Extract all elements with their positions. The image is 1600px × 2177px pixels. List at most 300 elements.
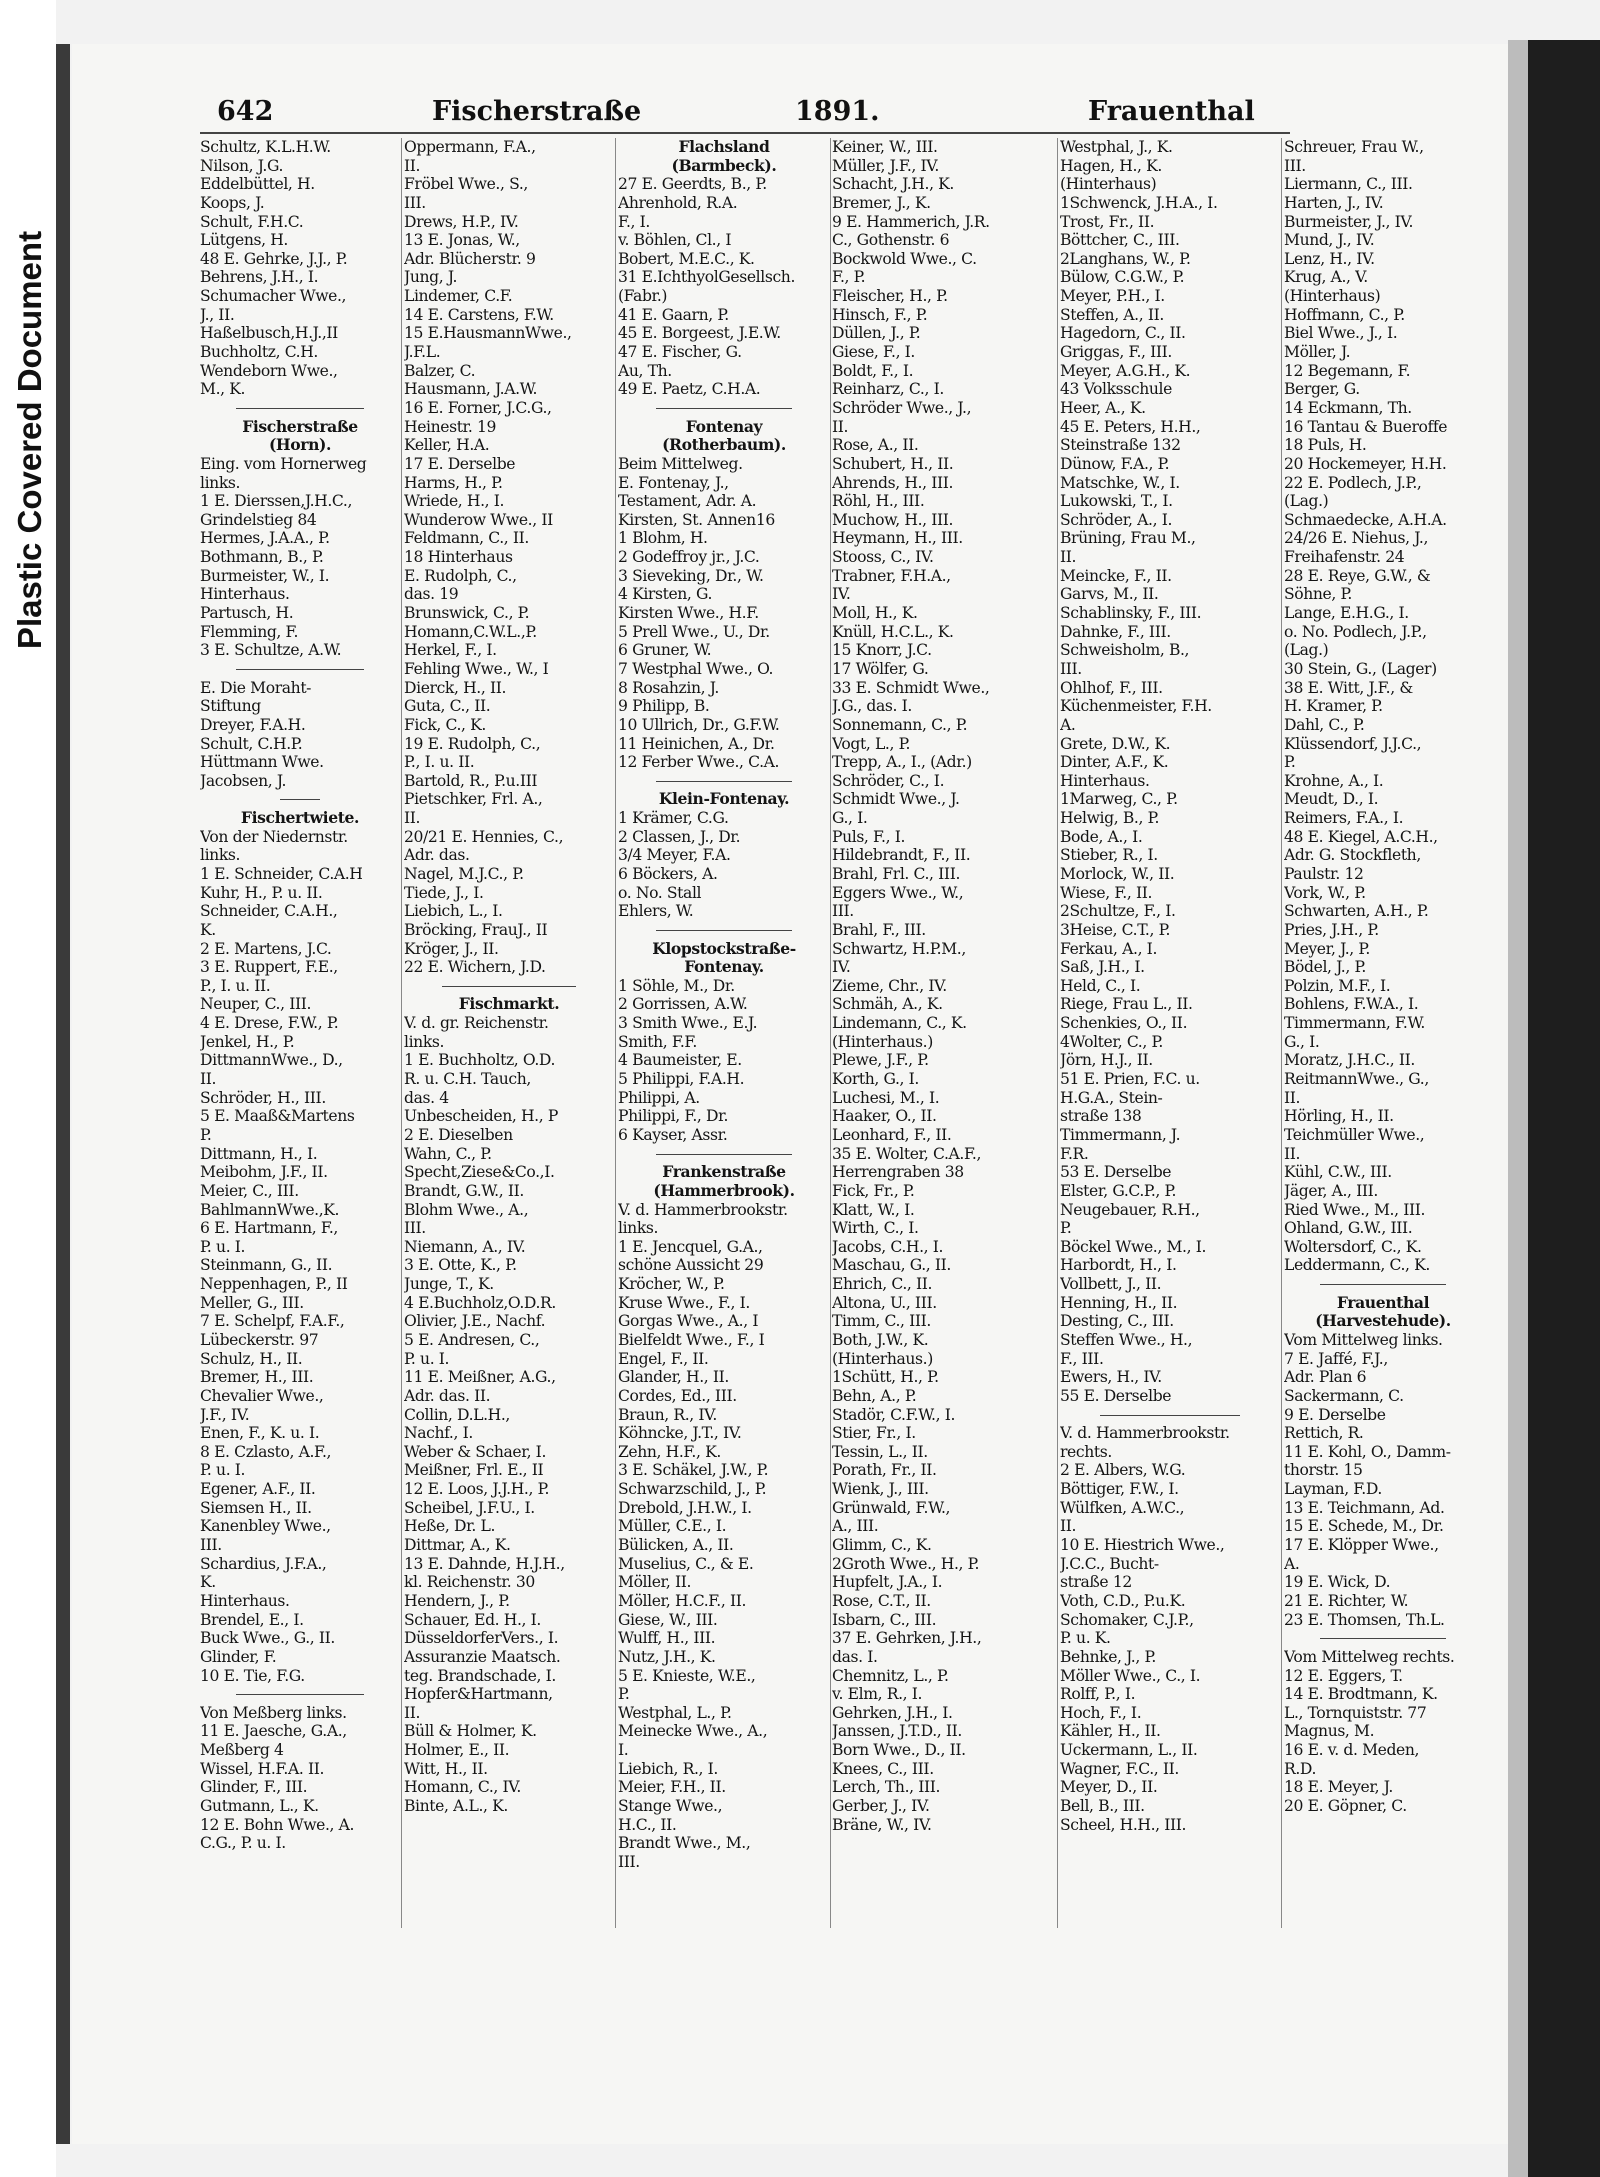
directory-entry: R. u. C.H. Tauch, xyxy=(404,1070,531,1089)
directory-entry: Behn, A., P. xyxy=(832,1386,917,1405)
directory-entry: 12 Ferber Wwe., C.A. xyxy=(618,753,780,772)
directory-entry: Liebich, L., I. xyxy=(404,902,503,921)
directory-entry: Scheibel, J.F.U., I. xyxy=(404,1498,535,1517)
directory-entry: Maschau, G., II. xyxy=(832,1256,951,1275)
directory-entry: 1Schütt, H., P. xyxy=(832,1368,939,1387)
directory-entry: 31 E.IchthyolGesellsch. xyxy=(618,268,795,287)
directory-entry: Stiftung xyxy=(200,697,261,716)
directory-entry: J.F., IV. xyxy=(200,1405,250,1424)
directory-entry: Assuranzie Maatsch. xyxy=(404,1647,561,1666)
directory-entry: Bobert, M.E.C., K. xyxy=(618,249,755,268)
directory-entry: Hopfer&Hartmann, xyxy=(404,1685,553,1704)
directory-entry: Collin, D.L.H., xyxy=(404,1405,510,1424)
scan-edge-left xyxy=(56,44,70,2144)
street-heading-right: Frauenthal xyxy=(1088,96,1255,127)
directory-entry: 3Heise, C.T., P. xyxy=(1060,920,1171,939)
directory-entry: 7 Westphal Wwe., O. xyxy=(618,659,774,678)
directory-entry: 22 E. Wichern, J.D. xyxy=(404,958,546,977)
directory-entry: Woltersdorf, C., K. xyxy=(1284,1237,1422,1256)
directory-entry: C., Gothenstr. 6 xyxy=(832,231,950,250)
directory-entry: J.C.C., Bucht- xyxy=(1060,1554,1159,1573)
directory-entry: Bothmann, B., P. xyxy=(200,548,324,567)
directory-entry: Böttcher, C., III. xyxy=(1060,231,1180,250)
directory-entry: Brandt Wwe., M., xyxy=(618,1834,751,1853)
directory-entry: 20 Hockemeyer, H.H. xyxy=(1284,454,1447,473)
directory-entry: 7 E. Schelpf, F.A.F., xyxy=(200,1312,345,1331)
directory-entry: Liermann, C., III. xyxy=(1284,175,1413,194)
directory-entry: 2 E. Albers, W.G. xyxy=(1060,1461,1186,1480)
directory-entry: Vollbett, J., II. xyxy=(1060,1275,1162,1294)
directory-entry: Stooss, C., IV. xyxy=(832,548,934,567)
directory-entry: Schwarzschild, J., P. xyxy=(618,1480,767,1499)
directory-entry: Eddelbüttel, H. xyxy=(200,175,315,194)
directory-entry: 3 Sieveking, Dr., W. xyxy=(618,566,764,585)
directory-entry: Cordes, Ed., III. xyxy=(618,1386,737,1405)
directory-entry: Hinsch, F., P. xyxy=(832,305,928,324)
directory-entry: 3 Smith Wwe., E.J. xyxy=(618,1014,758,1033)
section-separator xyxy=(200,660,400,679)
directory-entry: Timm, C., III. xyxy=(832,1312,931,1331)
directory-entry: Junge, T., K. xyxy=(404,1275,494,1294)
directory-entry: Schröder, H., III. xyxy=(200,1088,326,1107)
directory-entry: Wissel, H.F.A. II. xyxy=(200,1759,325,1778)
directory-entry: teg. Brandschade, I. xyxy=(404,1666,556,1685)
directory-entry: Ohlhof, F., III. xyxy=(1060,678,1163,697)
directory-entry: 3/4 Meyer, F.A. xyxy=(618,846,731,865)
directory-entry: Biel Wwe., J., I. xyxy=(1284,324,1398,343)
directory-entry: 1 E. Schneider, C.A.H xyxy=(200,864,363,883)
directory-entry: Neuper, C., III. xyxy=(200,995,312,1014)
directory-entry: 11 E. Kohl, O., Damm- xyxy=(1284,1442,1451,1461)
directory-entry: II. xyxy=(1060,548,1077,567)
directory-entry: Vogt, L., P. xyxy=(832,734,911,753)
header-rule xyxy=(200,132,1290,134)
directory-entry: Schwarten, A.H., P. xyxy=(1284,902,1429,921)
directory-entry: Unbescheiden, H., P xyxy=(404,1107,558,1126)
directory-entry: 27 E. Geerdts, B., P. xyxy=(618,175,767,194)
directory-entry: Dinter, A.F., K. xyxy=(1060,753,1169,772)
directory-entry: 14 E. Carstens, F.W. xyxy=(404,305,554,324)
directory-entry: 15 E. Schede, M., Dr. xyxy=(1284,1517,1444,1536)
street-section-heading: Fontenay. xyxy=(684,958,764,977)
directory-entry: Bremer, H., III. xyxy=(200,1368,314,1387)
directory-entry: Von Meßberg links. xyxy=(200,1703,347,1722)
section-separator xyxy=(1284,1275,1482,1294)
directory-entry: III. xyxy=(1284,156,1306,175)
directory-entry: Pietschker, Frl. A., xyxy=(404,790,543,809)
directory-entry: das. I. xyxy=(832,1647,878,1666)
section-separator xyxy=(618,399,830,418)
directory-entry: K. xyxy=(200,1573,216,1592)
section-separator xyxy=(618,1145,830,1164)
directory-entry: Röhl, H., III. xyxy=(832,492,925,511)
directory-entry: 55 E. Derselbe xyxy=(1060,1386,1172,1405)
directory-entry: Bröcking, FrauJ., II xyxy=(404,920,548,939)
directory-entry: Meyer, J., P. xyxy=(1284,939,1370,958)
directory-entry: Trepp, A., I., (Adr.) xyxy=(832,753,972,772)
directory-entry: Schneider, C.A.H., xyxy=(200,902,338,921)
directory-entry: Olivier, J.E., Nachf. xyxy=(404,1312,546,1331)
directory-entry: Nutz, J.H., K. xyxy=(618,1647,716,1666)
directory-entry: Brahl, Frl. C., III. xyxy=(832,864,961,883)
directory-entry: 49 E. Paetz, C.H.A. xyxy=(618,380,761,399)
directory-entry: 24/26 E. Niehus, J., xyxy=(1284,529,1429,548)
directory-entry: 19 E. Wick, D. xyxy=(1284,1573,1391,1592)
directory-entry: IV. xyxy=(832,585,851,604)
directory-entry: Morlock, W., II. xyxy=(1060,864,1175,883)
directory-entry: 37 E. Gehrken, J.H., xyxy=(832,1629,982,1648)
directory-entry: 3 E. Schäkel, J.W., P. xyxy=(618,1461,769,1480)
directory-entry: Teichmüller Wwe., xyxy=(1284,1125,1425,1144)
directory-entry: Steffen Wwe., H., xyxy=(1060,1331,1193,1349)
directory-entry: BahlmannWwe.,K. xyxy=(200,1200,340,1219)
directory-entry: Burmeister, J., IV. xyxy=(1284,212,1414,231)
directory-entry: 7 E. Jaffé, F.J., xyxy=(1284,1349,1388,1368)
directory-entry: Sonnemann, C., P. xyxy=(832,715,968,734)
directory-entry: Fehling Wwe., W., I xyxy=(404,659,549,678)
directory-entry: Steinmann, G., II. xyxy=(200,1256,333,1275)
directory-entry: Hildebrandt, F., II. xyxy=(832,846,971,865)
directory-entry: Meier, F.H., II. xyxy=(618,1778,726,1797)
directory-entry: (Hinterhaus.) xyxy=(832,1032,933,1051)
directory-entry: Schmaedecke, A.H.A. xyxy=(1284,510,1447,529)
directory-entry: Homann, C., IV. xyxy=(404,1778,521,1797)
directory-entry: 47 E. Fischer, G. xyxy=(618,343,742,362)
directory-entry: Schreuer, Frau W., xyxy=(1284,138,1424,156)
directory-entry: Matschke, W., I. xyxy=(1060,473,1180,492)
directory-entry: P. xyxy=(1060,1219,1072,1238)
directory-entry: Elster, G.C.P., P. xyxy=(1060,1181,1177,1200)
directory-entry: Haaker, O., II. xyxy=(832,1107,937,1126)
directory-entry: (Lag.) xyxy=(1284,492,1329,511)
directory-entry: Möller, H.C.F., II. xyxy=(618,1591,747,1610)
directory-entry: 16 Tantau & Bueroffe xyxy=(1284,417,1448,436)
directory-entry: Saß, J.H., I. xyxy=(1060,958,1145,977)
directory-entry: E. Rudolph, C., xyxy=(404,566,517,585)
directory-entry: II. xyxy=(200,1070,217,1089)
directory-entry: 15 E.HausmannWwe., xyxy=(404,324,572,343)
directory-entry: Bräne, W., IV. xyxy=(832,1815,932,1834)
directory-entry: Nagel, M.J.C., P. xyxy=(404,864,524,883)
directory-entry: IV. xyxy=(832,958,851,977)
directory-entry: Brüning, Frau M., xyxy=(1060,529,1196,548)
directory-entry: Schablinsky, F., III. xyxy=(1060,604,1202,623)
directory-entry: 5 Prell Wwe., U., Dr. xyxy=(618,622,770,641)
directory-entry: Giese, F., I. xyxy=(832,343,915,362)
directory-entry: Giese, W., III. xyxy=(618,1610,718,1629)
directory-entry: 13 E. Teichmann, Ad. xyxy=(1284,1498,1445,1517)
directory-entry: Schröder, C., I. xyxy=(832,771,945,790)
directory-entry: II. xyxy=(404,1703,421,1722)
directory-entry: Jung, J. xyxy=(404,268,458,287)
directory-entry: Henning, H., II. xyxy=(1060,1293,1178,1312)
directory-entry: 4 E. Drese, F.W., P. xyxy=(200,1014,339,1033)
directory-entry: Garvs, M., II. xyxy=(1060,585,1159,604)
directory-entry: Jäger, A., III. xyxy=(1284,1181,1378,1200)
directory-entry: Wienk, J., III. xyxy=(832,1480,929,1499)
directory-entry: 3 E. Ruppert, F.E., xyxy=(200,958,338,977)
directory-entry: Wunderow Wwe., II xyxy=(404,510,553,529)
directory-entry: Niemann, A., IV. xyxy=(404,1237,526,1256)
directory-entry: V. d. gr. Reichenstr. xyxy=(404,1014,549,1033)
directory-entry: 10 E. Hiestrich Wwe., xyxy=(1060,1536,1225,1555)
directory-entry: Dittmar, A., K. xyxy=(404,1536,511,1555)
directory-entry: Korth, G., I. xyxy=(832,1070,919,1089)
section-separator xyxy=(1284,1629,1482,1648)
directory-entry: Nachf., I. xyxy=(404,1424,473,1443)
directory-entry: Wirth, C., I. xyxy=(832,1219,919,1238)
directory-entry: Vom Mittelweg links. xyxy=(1284,1331,1443,1349)
sidebar xyxy=(0,0,56,2177)
directory-entry: Eggers Wwe., W., xyxy=(832,883,964,902)
directory-entry: 6 E. Hartmann, F., xyxy=(200,1219,338,1238)
directory-entry: Stange Wwe., xyxy=(618,1797,723,1816)
directory-entry: 13 E. Dahnde, H.J.H., xyxy=(404,1554,565,1573)
directory-entry: 16 E. Forner, J.C.G., xyxy=(404,398,552,417)
directory-entry: Heße, Dr. L. xyxy=(404,1517,496,1536)
directory-entry: Knees, C., III. xyxy=(832,1759,934,1778)
directory-entry: Hörling, H., II. xyxy=(1284,1107,1394,1126)
directory-entry: 1 E. Buchholtz, O.D. xyxy=(404,1051,555,1070)
directory-entry: (Hinterhaus) xyxy=(1284,287,1381,306)
directory-entry: Smith, F.F. xyxy=(618,1032,697,1051)
directory-entry: Flemming, F. xyxy=(200,622,299,641)
directory-entry: 5 E. Knieste, W.E., xyxy=(618,1666,756,1685)
directory-entry: 19 E. Rudolph, C., xyxy=(404,734,541,753)
directory-entry: Held, C., I. xyxy=(1060,976,1141,995)
directory-entry: 4 E.Buchholz,O.D.R. xyxy=(404,1293,556,1312)
directory-entry: 9 E. Hammerich, J.R. xyxy=(832,212,990,231)
directory-entry: P. xyxy=(1284,753,1296,772)
directory-entry: M., K. xyxy=(200,380,246,399)
directory-entry: Bockwold Wwe., C. xyxy=(832,249,977,268)
directory-entry: Behnke, J., P. xyxy=(1060,1647,1156,1666)
directory-entry: Lütgens, H. xyxy=(200,231,288,250)
directory-entry: o. No. Podlech, J.P., xyxy=(1284,622,1427,641)
directory-entry: P. u. I. xyxy=(404,1349,450,1368)
directory-entry: 18 Hinterhaus xyxy=(404,548,513,567)
column-divider xyxy=(1057,138,1058,1928)
directory-entry: Chevalier Wwe., xyxy=(200,1386,324,1405)
directory-entry: Isbarn, C., III. xyxy=(832,1610,937,1629)
directory-entry: 1 E. Jencquel, G.A., xyxy=(618,1237,763,1256)
directory-entry: straße 12 xyxy=(1060,1573,1132,1592)
directory-entry: Herrengraben 38 xyxy=(832,1163,964,1182)
directory-entry: P. xyxy=(200,1125,212,1144)
directory-entry: Vom Mittelweg rechts. xyxy=(1284,1647,1455,1666)
directory-entry: Janssen, J.T.D., II. xyxy=(832,1722,962,1741)
directory-entry: Krohne, A., I. xyxy=(1284,771,1384,790)
directory-entry: 23 E. Thomsen, Th.L. xyxy=(1284,1610,1445,1629)
directory-entry: Jenkel, H., P. xyxy=(200,1032,295,1051)
directory-entry: 18 E. Meyer, J. xyxy=(1284,1778,1393,1797)
directory-entry: 12 E. Loos, J.J.H., P. xyxy=(404,1480,550,1499)
directory-entry: 4 Baumeister, E. xyxy=(618,1051,742,1070)
directory-entry: E. Die Moraht- xyxy=(200,678,312,697)
directory-entry: 33 E. Schmidt Wwe., xyxy=(832,678,990,697)
directory-entry: 10 Ullrich, Dr., G.F.W. xyxy=(618,715,780,734)
directory-entry: Gerber, J., IV. xyxy=(832,1797,930,1816)
directory-entry: Hermes, J.A.A., P. xyxy=(200,529,330,548)
directory-entry: Ahrends, H., III. xyxy=(832,473,954,492)
directory-entry: 48 E. Gehrke, J.J., P. xyxy=(200,249,348,268)
directory-entry: Düllen, J., P. xyxy=(832,324,921,343)
directory-entry: 5 Philippi, F.A.H. xyxy=(618,1070,745,1089)
directory-entry: Schmidt Wwe., J. xyxy=(832,790,960,809)
directory-entry: 11 E. Meißner, A.G., xyxy=(404,1368,556,1387)
directory-entry: Egener, A.F., II. xyxy=(200,1480,316,1499)
directory-entry: Feldmann, C., II. xyxy=(404,529,529,548)
directory-entry: Meyer, P.H., I. xyxy=(1060,287,1165,306)
directory-column-2 xyxy=(404,138,614,1928)
directory-entry: Böttiger, F.W., I. xyxy=(1060,1480,1179,1499)
directory-entry: Voth, C.D., P.u.K. xyxy=(1060,1591,1186,1610)
directory-entry: Dahl, C., P. xyxy=(1284,715,1365,734)
directory-entry: Lerch, Th., III. xyxy=(832,1778,941,1797)
directory-entry: Fick, Fr., P. xyxy=(832,1181,915,1200)
directory-entry: Lenz, H., IV. xyxy=(1284,249,1375,268)
directory-entry: Adr. G. Stockfleth, xyxy=(1284,846,1421,865)
street-section-heading: Fischertwiete. xyxy=(240,809,360,828)
directory-entry: Altona, U., III. xyxy=(832,1293,937,1312)
directory-entry: P., I. u. II. xyxy=(404,753,475,772)
directory-entry: Adr. das. II. xyxy=(404,1386,491,1405)
directory-entry: Beim Mittelweg. xyxy=(618,454,743,473)
directory-entry: V. d. Hammerbrookstr. xyxy=(1060,1424,1230,1443)
directory-entry: v. Elm, R., I. xyxy=(832,1685,923,1704)
column-divider xyxy=(401,138,402,1928)
directory-entry: Hüttmann Wwe. xyxy=(200,753,324,772)
directory-entry: Muchow, H., III. xyxy=(832,510,954,529)
directory-entry: Riege, Frau L., II. xyxy=(1060,995,1193,1014)
directory-entry: Meyer, D., II. xyxy=(1060,1778,1158,1797)
directory-entry: Kirsten, St. Annen16 xyxy=(618,510,775,529)
directory-entry: III. xyxy=(832,902,854,921)
directory-entry: III. xyxy=(404,193,426,212)
directory-entry: Stadör, C.F.W., I. xyxy=(832,1405,956,1424)
directory-entry: links. xyxy=(404,1032,445,1051)
directory-entry: Leonhard, F., II. xyxy=(832,1125,952,1144)
directory-entry: Büll & Holmer, K. xyxy=(404,1722,537,1741)
directory-entry: Zehn, H.F., K. xyxy=(618,1442,721,1461)
directory-entry: 1 Krämer, C.G. xyxy=(618,809,729,828)
directory-entry: Wahn, C., P. xyxy=(404,1144,492,1163)
directory-entry: Glinder, F. xyxy=(200,1647,277,1666)
directory-entry: 12 E. Eggers, T. xyxy=(1284,1666,1403,1685)
directory-entry: Leddermann, C., K. xyxy=(1284,1256,1430,1275)
directory-entry: Plewe, J.F., P. xyxy=(832,1051,929,1070)
directory-entry: II. xyxy=(1284,1088,1301,1107)
directory-entry: Harbordt, H., I. xyxy=(1060,1256,1177,1275)
year-heading: 1891. xyxy=(795,96,880,127)
directory-column-4 xyxy=(832,138,1056,1928)
directory-entry: Harms, H., P. xyxy=(404,473,503,492)
directory-entry: 10 E. Tie, F.G. xyxy=(200,1666,305,1685)
directory-entry: Layman, F.D. xyxy=(1284,1480,1382,1499)
directory-entry: Gorgas Wwe., A., I xyxy=(618,1312,759,1331)
directory-entry: Wiese, F., II. xyxy=(1060,883,1153,902)
directory-column-5 xyxy=(1060,138,1280,1928)
directory-entry: Bödel, J., P. xyxy=(1284,958,1366,977)
directory-entry: Dahnke, F., III. xyxy=(1060,622,1171,641)
directory-entry: Boldt, F., I. xyxy=(832,361,914,380)
directory-entry: Scheel, H.H., III. xyxy=(1060,1815,1187,1834)
directory-entry: Puls, F., I. xyxy=(832,827,906,846)
directory-entry: Trost, Fr., II. xyxy=(1060,212,1155,231)
directory-entry: 11 E. Jaesche, G.A., xyxy=(200,1722,347,1741)
directory-entry: Griggas, F., III. xyxy=(1060,343,1172,362)
directory-entry: 45 E. Borgeest, J.E.W. xyxy=(618,324,781,343)
directory-entry: Kähler, H., II. xyxy=(1060,1722,1161,1741)
directory-entry: Luchesi, M., I. xyxy=(832,1088,940,1107)
directory-entry: 2Langhans, W., P. xyxy=(1060,249,1191,268)
directory-entry: 12 E. Bohn Wwe., A. xyxy=(200,1815,355,1834)
directory-entry: 16 E. v. d. Meden, xyxy=(1284,1741,1420,1760)
directory-entry: 13 E. Jonas, W., xyxy=(404,231,520,250)
directory-entry: Adr. Plan 6 xyxy=(1284,1368,1367,1387)
directory-entry: 43 Volksschule xyxy=(1060,380,1172,399)
directory-entry: II. xyxy=(404,809,421,828)
directory-entry: 1 Blohm, H. xyxy=(618,529,708,548)
directory-entry: Philippi, A. xyxy=(618,1088,700,1107)
sidebar-label: Plastic Covered Document xyxy=(11,230,48,650)
directory-entry: Böckel Wwe., M., I. xyxy=(1060,1237,1207,1256)
directory-entry: F., I. xyxy=(618,212,650,231)
directory-entry: Dreyer, F.A.H. xyxy=(200,715,306,734)
directory-entry: Brandt, G.W., II. xyxy=(404,1181,524,1200)
directory-entry: Siemsen H., II. xyxy=(200,1498,312,1517)
directory-entry: Specht,Ziese&Co.,I. xyxy=(404,1163,555,1182)
directory-entry: Ferkau, A., I. xyxy=(1060,939,1158,958)
directory-entry: Oppermann, F.A., xyxy=(404,138,536,156)
page-number: 642 xyxy=(217,96,274,127)
directory-entry: Testament, Adr. A. xyxy=(618,492,757,511)
section-separator xyxy=(618,772,830,791)
directory-entry: 22 E. Podlech, J.P., xyxy=(1284,473,1422,492)
directory-entry: thorstr. 15 xyxy=(1284,1461,1363,1480)
directory-entry: 5 E. Maaß&Martens xyxy=(200,1107,355,1126)
directory-entry: Müller, C.E., I. xyxy=(618,1517,727,1536)
directory-entry: A. xyxy=(1284,1554,1300,1573)
directory-entry: Dünow, F.A., P. xyxy=(1060,454,1170,473)
directory-entry: Westphal, J., K. xyxy=(1060,138,1173,156)
directory-entry: 2 Classen, J., Dr. xyxy=(618,827,741,846)
directory-entry: Philippi, F., Dr. xyxy=(618,1107,729,1126)
directory-entry: DittmannWwe., D., xyxy=(200,1051,343,1070)
directory-entry: ReitmannWwe., G., xyxy=(1284,1070,1429,1089)
directory-entry: Schardius, J.F.A., xyxy=(200,1554,327,1573)
directory-entry: 9 Philipp, B. xyxy=(618,697,710,716)
directory-entry: A., III. xyxy=(832,1517,879,1536)
directory-entry: Brunswick, C., P. xyxy=(404,604,530,623)
directory-entry: (Hinterhaus.) xyxy=(832,1349,933,1368)
directory-entry: 48 E. Kiegel, A.C.H., xyxy=(1284,827,1438,846)
directory-entry: Blohm Wwe., A., xyxy=(404,1200,529,1219)
directory-entry: Paulstr. 12 xyxy=(1284,864,1364,883)
street-section-heading: Fontenay xyxy=(685,417,763,436)
directory-entry: Rose, A., II. xyxy=(832,436,919,455)
directory-entry: Schacht, J.H., K. xyxy=(832,175,954,194)
street-section-heading: Flachsland xyxy=(678,138,770,156)
directory-entry: 8 Rosahzin, J. xyxy=(618,678,719,697)
directory-entry: 18 Puls, H. xyxy=(1284,436,1367,455)
directory-entry: Pries, J.H., P. xyxy=(1284,920,1379,939)
directory-entry: Heymann, H., III. xyxy=(832,529,963,548)
directory-entry: 15 Knorr, J.C. xyxy=(832,641,932,660)
section-separator xyxy=(200,399,400,418)
directory-entry: F., P. xyxy=(832,268,866,287)
directory-entry: Dierck, H., II. xyxy=(404,678,507,697)
